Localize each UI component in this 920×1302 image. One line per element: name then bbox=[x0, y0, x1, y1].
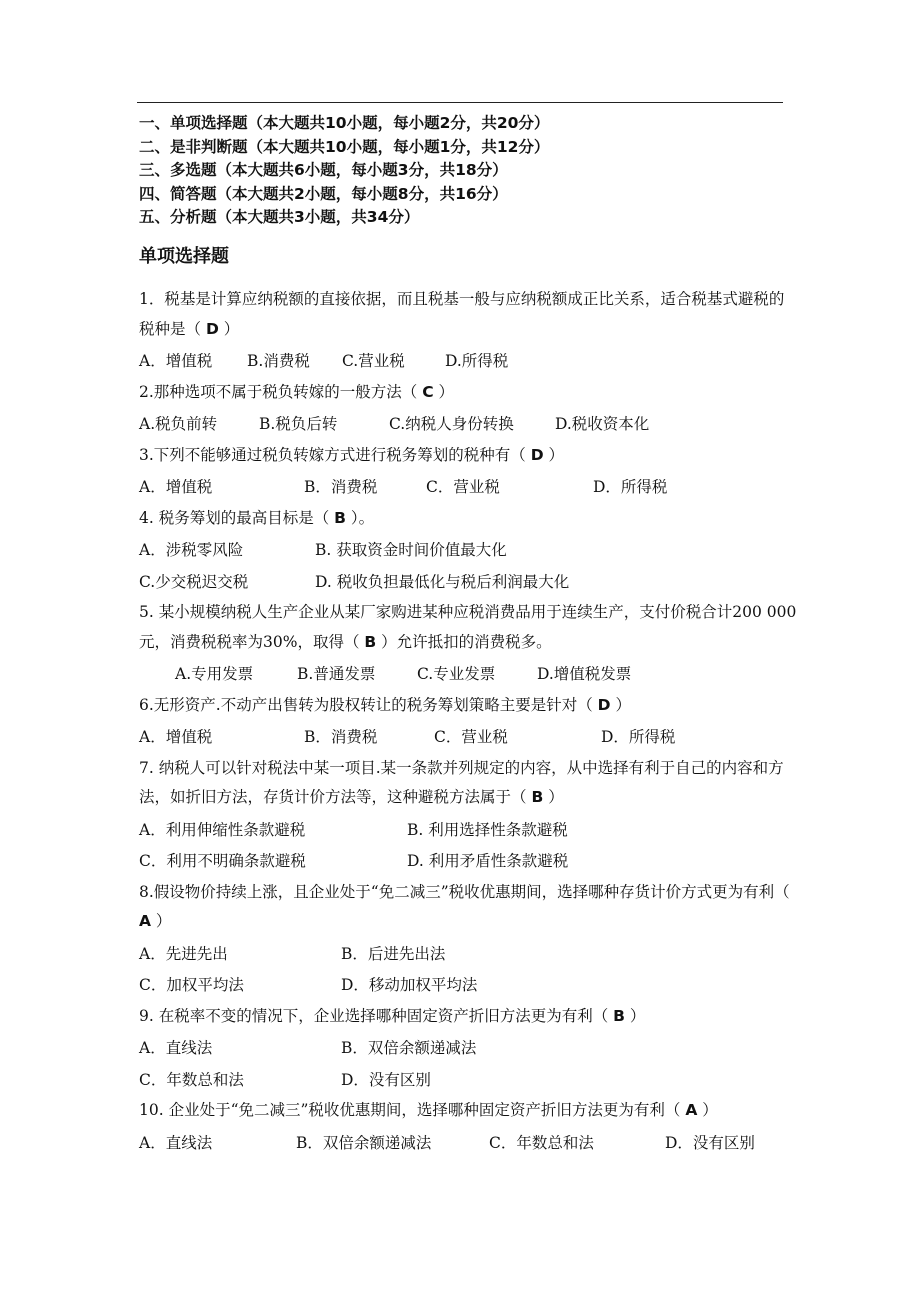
answer-key: B bbox=[334, 508, 346, 527]
question-text: 3.下列不能够通过税负转嫁方式进行税务筹划的税种有（ bbox=[139, 445, 531, 464]
option-choice: C．利用不明确条款避税 bbox=[139, 852, 306, 870]
option-choice: A．直线法 bbox=[139, 1133, 213, 1152]
question-text-end: ） bbox=[543, 788, 564, 806]
answer-key: C bbox=[422, 382, 434, 401]
section-line: 一、单项选择题（本大题共10小题，每小题2分，共20分） bbox=[139, 114, 550, 132]
question-stem bbox=[139, 691, 799, 721]
question-stem bbox=[139, 754, 799, 813]
option-row bbox=[139, 472, 799, 504]
option-row bbox=[139, 409, 799, 441]
answer-key: A bbox=[685, 1101, 698, 1119]
question-text: 10. 企业处于“免二减三”税收优惠期间，选择哪种固定资产折旧方法更为有利（ bbox=[139, 1101, 686, 1119]
option-choice: D. 利用矛盾性条款避税 bbox=[407, 852, 569, 870]
answer-key: D bbox=[530, 445, 544, 464]
question-text: 6.无形资产.不动产出售转为股权转让的税务筹划策略主要是针对（ bbox=[139, 695, 598, 714]
option-row bbox=[139, 939, 799, 971]
page-heading: 单项选择题 bbox=[139, 246, 229, 267]
option-row bbox=[139, 346, 799, 378]
answer-key: B bbox=[364, 632, 377, 651]
option-choice: D.税收资本化 bbox=[555, 415, 650, 433]
question-text: 9. 在税率不变的情况下，企业选择哪种固定资产折旧方法更为有利（ bbox=[139, 1006, 614, 1025]
question-text: 8.假设物价持续上涨，且企业处于“免二减三”税收优惠期间，选择哪种存货计价方式更为有利（ bbox=[139, 882, 790, 901]
question-text-end: ） bbox=[610, 695, 631, 714]
option-choice: C.营业税 bbox=[342, 352, 405, 370]
option-choice: C.专业发票 bbox=[417, 665, 496, 683]
question-stem bbox=[139, 1002, 799, 1032]
question-stem bbox=[139, 504, 799, 534]
option-choice: C．营业税 bbox=[434, 728, 508, 746]
question-text-end: ） bbox=[697, 1101, 718, 1119]
option-choice: B. 获取资金时间价值最大化 bbox=[315, 541, 507, 559]
option-choice: A．先进先出 bbox=[139, 944, 228, 963]
question-text-end: ） bbox=[543, 445, 565, 464]
answer-key: A bbox=[139, 912, 151, 930]
option-choice: A．直线法 bbox=[139, 1039, 213, 1057]
option-choice: D．所得税 bbox=[601, 728, 676, 746]
question-text-end: ）。 bbox=[345, 508, 375, 527]
option-choice: B.消费税 bbox=[247, 352, 310, 370]
option-choice: D．没有区别 bbox=[665, 1133, 755, 1152]
option-row bbox=[139, 535, 799, 567]
question-stem bbox=[139, 878, 799, 937]
question-text: 2.那种选项不属于税负转嫁的一般方法（ bbox=[139, 382, 423, 401]
question-stem bbox=[139, 1096, 799, 1126]
question-stem bbox=[139, 441, 799, 471]
option-choice: A．涉税零风险 bbox=[139, 541, 244, 559]
section-line: 二、是非判断题（本大题共10小题，每小题1分，共12分） bbox=[139, 137, 550, 156]
top-rule bbox=[137, 102, 783, 103]
question-stem bbox=[139, 285, 799, 344]
option-choice: C.纳税人身份转换 bbox=[389, 415, 514, 433]
option-choice: D．所得税 bbox=[593, 478, 668, 496]
option-choice: A．增值税 bbox=[139, 352, 213, 370]
option-choice: B．消费税 bbox=[304, 478, 378, 496]
section-line: 五、分析题（本大题共3小题，共34分） bbox=[139, 208, 420, 227]
option-choice: B．双倍余额递减法 bbox=[341, 1039, 477, 1057]
option-choice: D.增值税发票 bbox=[537, 665, 632, 683]
answer-key: B bbox=[613, 1006, 625, 1025]
option-choice: A．增值税 bbox=[139, 478, 213, 496]
question-stem bbox=[139, 598, 799, 657]
section-line: 四、简答题（本大题共2小题，每小题8分，共16分） bbox=[139, 184, 508, 203]
question-text: 4. 税务筹划的最高目标是（ bbox=[139, 508, 335, 527]
option-choice: B．双倍余额递减法 bbox=[296, 1133, 432, 1152]
option-row bbox=[139, 1033, 799, 1065]
question-text-end: ） bbox=[433, 382, 455, 401]
option-row bbox=[139, 722, 799, 754]
option-choice: C．年数总和法 bbox=[139, 1070, 244, 1089]
option-row bbox=[139, 970, 799, 1002]
option-choice: A．利用伸缩性条款避税 bbox=[139, 820, 306, 839]
option-choice: B．消费税 bbox=[304, 728, 378, 746]
option-choice: D. 税收负担最低化与税后利润最大化 bbox=[315, 572, 570, 591]
option-row bbox=[139, 659, 799, 691]
option-choice: A.专用发票 bbox=[175, 665, 254, 683]
answer-key: B bbox=[531, 788, 544, 806]
question-text-end: ）允许抵扣的消费税多。 bbox=[376, 632, 552, 651]
option-choice: C．加权平均法 bbox=[139, 976, 244, 994]
option-row bbox=[139, 1065, 799, 1097]
question-text: 7. 纳税人可以针对税法中某一项目.某一条款并列规定的内容，从中选择有利于自己的内容和方法，如折旧方法，存货计价方法等，这种避税方法属于（ bbox=[139, 758, 784, 806]
option-choice: C．营业税 bbox=[426, 478, 500, 496]
option-choice: C.少交税迟交税 bbox=[139, 572, 249, 591]
section-list bbox=[139, 112, 799, 230]
answer-key: D bbox=[597, 695, 611, 714]
question-text-end: ） bbox=[624, 1006, 646, 1025]
answer-key: D bbox=[205, 319, 219, 338]
option-row bbox=[139, 846, 799, 878]
option-choice: C．年数总和法 bbox=[489, 1133, 594, 1152]
question-list bbox=[139, 285, 799, 1159]
option-choice: D．没有区别 bbox=[341, 1070, 431, 1089]
option-row bbox=[139, 567, 799, 599]
option-choice: A.税负前转 bbox=[139, 415, 218, 433]
section-line: 三、多选题（本大题共6小题，每小题3分，共18分） bbox=[139, 161, 508, 180]
option-row bbox=[139, 1128, 799, 1160]
option-choice: B．后进先出法 bbox=[341, 944, 446, 963]
option-choice: D．移动加权平均法 bbox=[341, 976, 478, 994]
question-stem bbox=[139, 378, 799, 408]
option-choice: D.所得税 bbox=[445, 352, 509, 370]
question-text: 1．税基是计算应纳税额的直接依据，而且税基一般与应纳税额成正比关系，适合税基式避税的税种是（ bbox=[139, 290, 785, 338]
option-choice: B. 利用选择性条款避税 bbox=[407, 820, 568, 839]
option-row bbox=[139, 815, 799, 847]
question-text: 5. 某小规模纳税人生产企业从某厂家购进某种应税消费品用于连续生产，支付价税合计200 000元，消费税税率为30%，取得（ bbox=[139, 603, 797, 651]
option-choice: B.税负后转 bbox=[259, 415, 338, 433]
option-choice: B.普通发票 bbox=[297, 665, 376, 683]
question-text-end: ） bbox=[218, 319, 240, 338]
option-choice: A．增值税 bbox=[139, 728, 213, 746]
question-text-end: ） bbox=[151, 912, 172, 930]
